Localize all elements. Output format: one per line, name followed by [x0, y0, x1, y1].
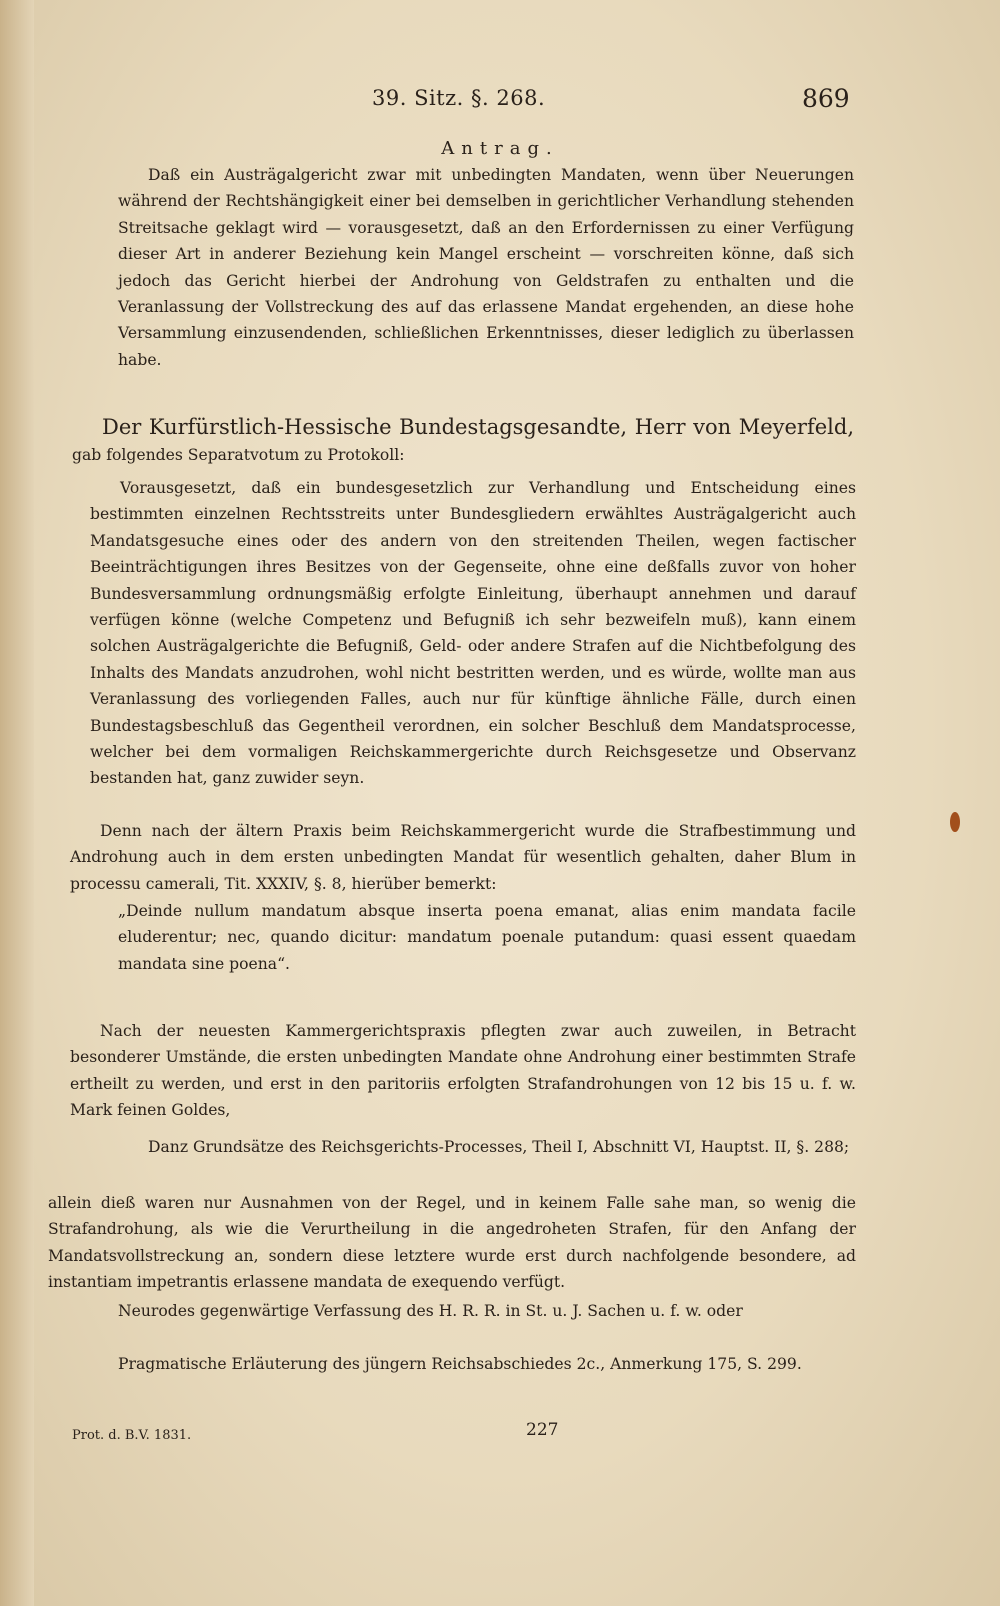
footer-signature: 227 — [526, 1420, 559, 1440]
praxis-block — [70, 818, 856, 897]
votum-intro — [72, 412, 854, 469]
running-title: 39. Sitz. §. 268. — [372, 86, 546, 110]
danz-citation: Danz Grundsätze des Reichsgerichts-Processes, Theil I, Abschnitt VI, Hauptst. II, §. 288; — [148, 1138, 850, 1156]
latin-quote — [118, 898, 856, 977]
page-header — [0, 86, 1000, 122]
page-edge — [0, 0, 34, 1606]
votum-block — [90, 475, 856, 792]
envoy-name: Der Kurfürstlich-Hessische Bundestagsgesandte, Herr von Meyerfeld, — [102, 415, 854, 439]
neueste-paragraph: Nach der neuesten Kammergerichtspraxis pflegten zwar auch zuweilen, in Betracht besonderer Umstände, die ersten unbedingten Mandate ohne Androhung einer bestimmten Strafe ertheilt zu werden, und erst in den paritoriis erfolgten Strafandrohungen von 12 bis 15 u. f. w. Mark feinen Goldes, — [70, 1022, 856, 1120]
quote-text: „Deinde nullum mandatum absque inserta poena emanat, alias enim mandata facile eluderentur; nec, quando dicitur: mandatum poenale putandum: quasi essent quaedam mandata sine poena“. — [118, 902, 856, 973]
antrag-paragraph: Daß ein Austrägalgericht zwar mit unbedingten Mandaten, wenn über Neuerungen während der Rechtshängigkeit einer bei demselben in gerichtlicher Verhandlung stehenden Streitsache geklagt wird — vorausgesetzt, daß an den Erfordernissen zu einer Verfügung dieser Art in anderer Beziehung kein Mangel erscheint — vorschreiten könne, daß sich jedoch das Gericht hierbei der Androhung von Geldstrafen zu enthalten und die Veranlassung der Vollstreckung des auf das erlassene Mandat ergehenden, an diese hohe Versammlung einzusendenden, schließlichen Erkenntnisses, dieser lediglich zu überlassen habe. — [118, 166, 854, 369]
page-number: 869 — [802, 84, 850, 113]
neurode-citation: Neurodes gegenwärtige Verfassung des H. R. R. in St. u. J. Sachen u. f. w. oder — [118, 1302, 743, 1320]
allein-paragraph: allein dieß waren nur Ausnahmen von der Regel, und in keinem Falle sahe man, so wenig die Strafandrohung, als wie die Verurtheilung in die angedroheten Strafen, für den Anfang der Mandatsvollstreckung an, sondern diese letztere wurde erst durch nachfolgende besondere, ad instantiam impetrantis erlassene mandata de exequendo verfügt. — [48, 1194, 856, 1292]
footer-source: Prot. d. B.V. 1831. — [72, 1428, 192, 1443]
section-title: Antrag. — [441, 138, 559, 159]
antrag-block — [118, 162, 854, 373]
praxis-paragraph: Denn nach der ältern Praxis beim Reichskammergericht wurde die Strafbestimmung und Androhung auch in dem ersten unbedingten Mandat für wesentlich gehalten, daher Blum in processu camerali, Tit. XXXIV, §. 8, hierüber bemerkt: — [70, 822, 856, 893]
citation-neurode — [118, 1298, 856, 1324]
allein-block — [48, 1190, 856, 1296]
neueste-block — [70, 1018, 856, 1124]
citation-pragmatische — [118, 1351, 856, 1377]
ink-spot — [950, 812, 960, 832]
pragmatische-citation: Pragmatische Erläuterung des jüngern Reichsabschiedes 2c., Anmerkung 175, S. 299. — [118, 1355, 802, 1373]
citation-danz — [118, 1134, 856, 1160]
votum-paragraph: Vorausgesetzt, daß ein bundesgesetzlich zur Verhandlung und Entscheidung eines bestimmten einzelnen Rechtsstreits unter Bundesgliedern erwähltes Austrägalgericht auch Mandatsgesuche eines oder des andern von den streitenden Theilen, wegen factischer Beeinträchtigungen ihres Besitzes von der Gegenseite, ohne eine deßfalls zuvor von hoher Bundesversammlung ordnungsmäßig erfolgte Einleitung, überhaupt annehmen und darauf verfügen könne (welche Competenz und Befugniß ich sehr bezweifeln muß), kann einem solchen Austrägalgerichte die Befugniß, Geld- oder andere Strafen auf die Nichtbefolgung des Inhalts des Mandats anzudrohen, wohl nicht bestritten werden, und es würde, wollte man aus Veranlassung des vorliegenden Falles, auch nur für künftige ähnliche Fälle, durch einen Bundestagsbeschluß das Gegentheil verordnen, ein solcher Beschluß dem Mandatsprocesse, welcher bei dem vormaligen Reichskammergerichte durch Reichsgesetze und Observanz bestanden hat, ganz zuwider seyn. — [90, 479, 856, 788]
intro-text: gab folgendes Separatvotum zu Protokoll: — [72, 446, 405, 465]
